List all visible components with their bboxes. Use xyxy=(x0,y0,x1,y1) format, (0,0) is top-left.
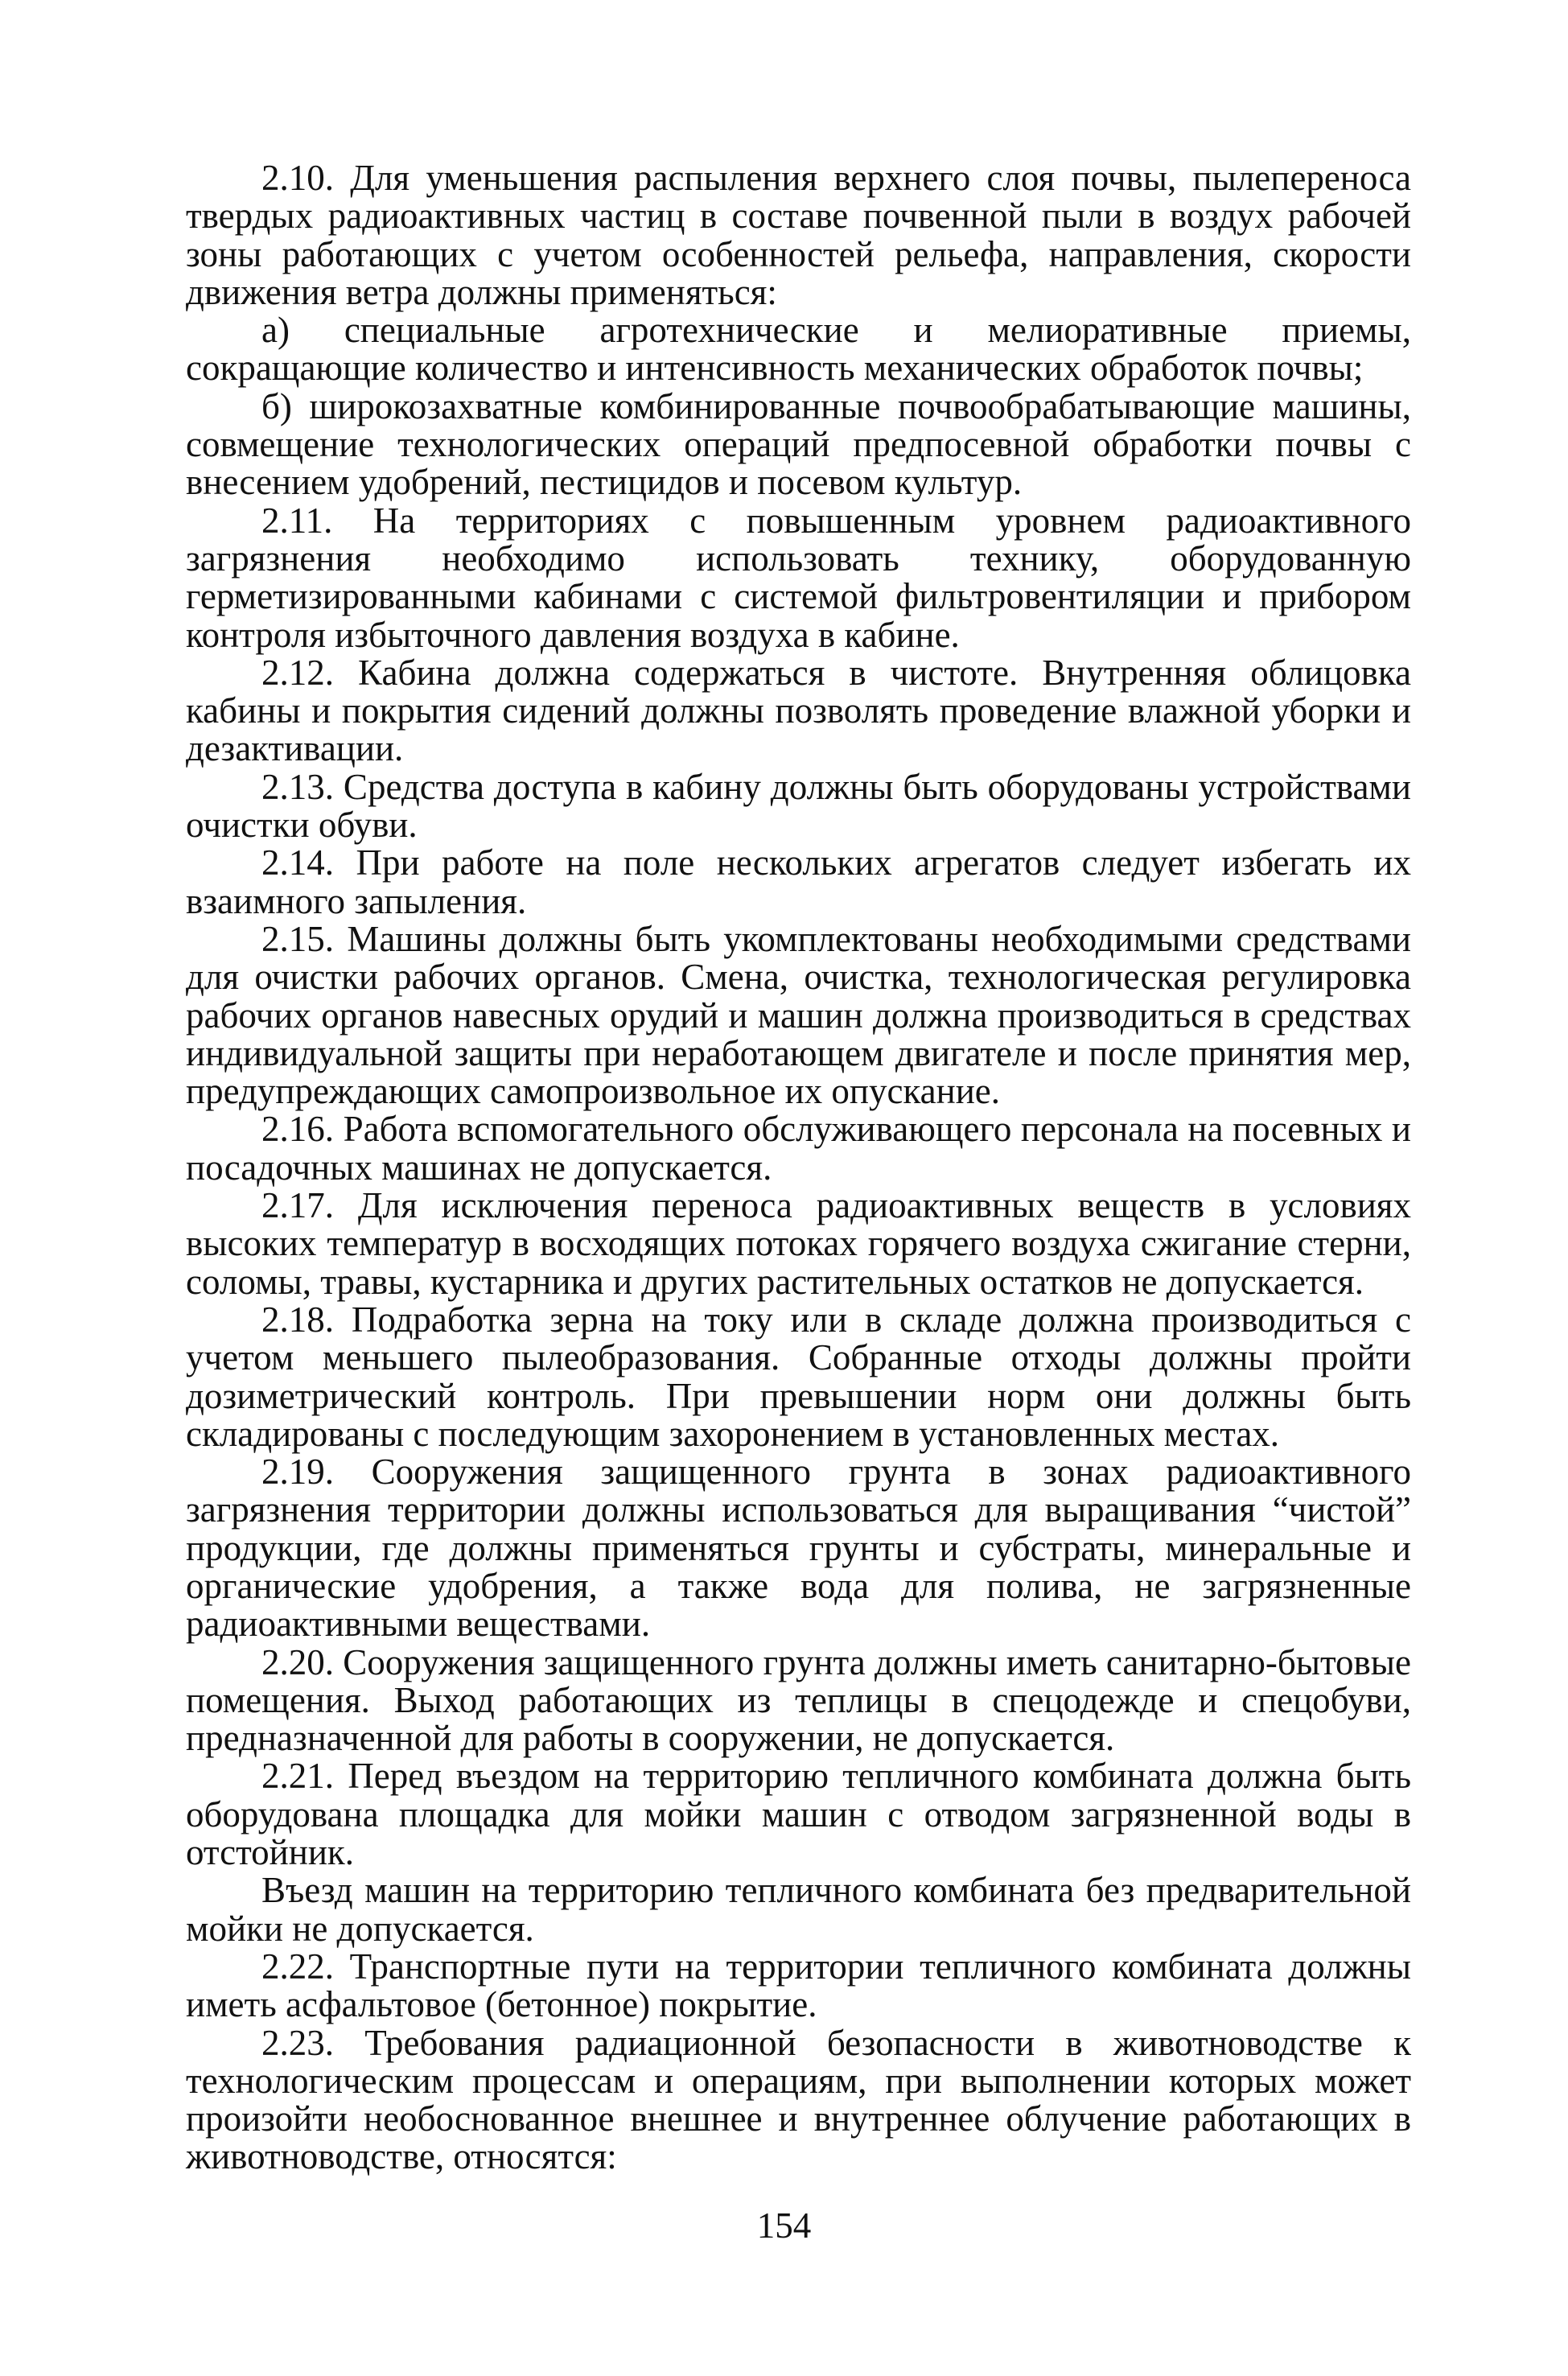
paragraph-2-16: 2.16. Работа вспомогательного обслуживающего персонала на посевных и посадочных машинах не допускается. xyxy=(186,1109,1411,1188)
paragraph-2-10: 2.10. Для уменьшения распыления верхнего слоя почвы, пылепереноса твердых радиоактивных частиц в составе почвенной пыли в воздух рабочей зоны работающих с учетом особенностей рельефа, направления, скорости движения ветра должны применяться: xyxy=(186,158,1411,312)
paragraph-2-10-a: а) специальные агротехнические и мелиоративные приемы, сокращающие количество и интенсивность механических обработок почвы; xyxy=(186,310,1411,389)
paragraph-2-22: 2.22. Транспортные пути на территории тепличного комбината должны иметь асфальтовое (бетонное) покрытие. xyxy=(186,1946,1411,2025)
paragraph-2-21: 2.21. Перед въездом на территорию тепличного комбината должна быть оборудована площадка для мойки машин с отводом загрязненной воды в отстойник. xyxy=(186,1756,1411,1873)
paragraph-2-14: 2.14. При работе на поле нескольких агрегатов следует избегать их взаимного запыления. xyxy=(186,842,1411,921)
paragraph-2-19: 2.19. Сооружения защищенного грунта в зонах радиоактивного загрязнения территории должны использоваться для выращивания “чистой” продукции, где должны применяться грунты и субстраты, минеральные и органические удобрения, а также вода для полива, не загрязненные радиоактивными веществами. xyxy=(186,1452,1411,1645)
paragraph-2-10-b: б) широкозахватные комбинированные почвообрабатывающие машины, совмещение технологических операций предпосевной обработки почвы с внесением удобрений, пестицидов и посевом культур. xyxy=(186,385,1411,503)
paragraph-2-20: 2.20. Сооружения защищенного грунта должны иметь санитарно-бытовые помещения. Выход работающих из теплицы в спецодежде и спецобуви, предназначенной для работы в сооружении, не допускается. xyxy=(186,1641,1411,1759)
paragraph-2-13: 2.13. Средства доступа в кабину должны быть оборудованы устройствами очистки обуви. xyxy=(186,766,1411,846)
paragraph-2-15: 2.15. Машины должны быть укомплектованы необходимыми средствами для очистки рабочих органов. Смена, очистка, технологическая регулировка рабочих органов навесных орудий и машин должна производиться в средствах индивидуальной защиты при неработающем двигателе и после принятия мер, предупреждающих самопроизвольное их опускание. xyxy=(186,918,1411,1112)
paragraph-2-18: 2.18. Подработка зерна на току или в складе должна производиться с учетом меньшего пылеобразования. Собранные отходы должны пройти дозиметрический контроль. При превышении норм они должны быть складированы с последующим захоронением в установленных местах. xyxy=(186,1299,1411,1454)
paragraph-2-11: 2.11. На территориях с повышенным уровнем радиоактивного загрязнения необходимо использовать технику, оборудованную герметизированными кабинами с системой фильтровентиляции и прибором контроля избыточного давления воздуха в кабине. xyxy=(186,500,1411,655)
page-number: 154 xyxy=(756,2205,812,2246)
paragraph-2-12: 2.12. Кабина должна содержаться в чистоте. Внутренняя облицовка кабины и покрытия сидений должны позволять проведение влажной уборки и дезактивации. xyxy=(186,652,1411,769)
paragraph-2-23: 2.23. Требования радиационной безопасности в животноводстве к технологическим процессам и операциям, при выполнении которых может произойти необоснованное внешнее и внутреннее облучение работающих в животноводстве, относятся: xyxy=(186,2022,1411,2177)
body-text xyxy=(186,159,1411,2176)
paragraph-2-17: 2.17. Для исключения переноса радиоактивных веществ в условиях высоких температур в восходящих потоках горячего воздуха сжигание стерни, соломы, травы, кустарника и других растительных остатков не допускается. xyxy=(186,1185,1411,1302)
paragraph-2-21-entry: Въезд машин на территорию тепличного комбината без предварительной мойки не допускается. xyxy=(186,1870,1411,1949)
